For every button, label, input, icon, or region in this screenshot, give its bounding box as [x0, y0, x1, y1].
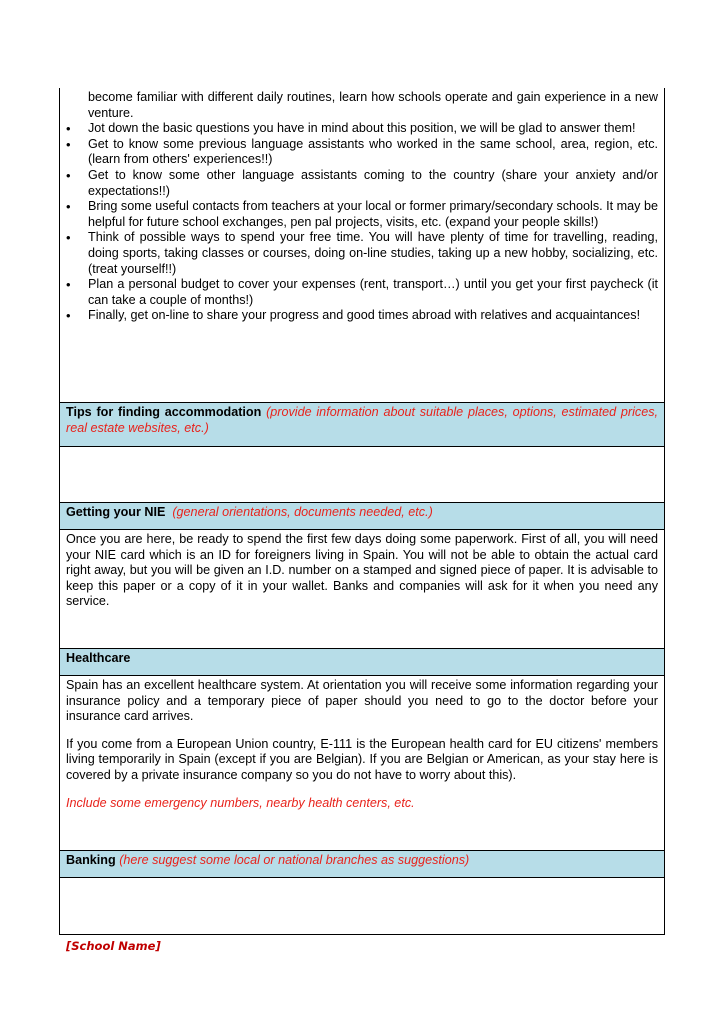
school-name-footer: [School Name] [66, 939, 161, 953]
nie-body [60, 529, 664, 649]
bullet-continuation: become familiar with different daily routines, learn how schools operate and gain experience in a new venture. [88, 90, 658, 120]
banking-body [60, 877, 664, 934]
bullet-icon: • [66, 121, 71, 137]
accommodation-title: Tips for finding accommodation [66, 405, 262, 419]
healthcare-title: Healthcare [66, 651, 131, 665]
healthcare-paragraph-1: Spain has an excellent healthcare system. At orientation you will receive some information regarding your insurance policy and a temporary piece of paper should you need to go to the doctor before your insurance card arrives. [66, 678, 658, 724]
banking-note: (here suggest some local or national branches as suggestions) [119, 853, 470, 867]
list-item: • Jot down the basic questions you have in mind about this position, we will be glad to answer them! [66, 121, 636, 137]
healthcare-header [60, 648, 664, 676]
list-item: • Get to know some other language assistants coming to the country (share your anxiety and/or expectations!!) [66, 167, 658, 198]
banking-header [60, 850, 664, 878]
bullet-icon: • [66, 167, 71, 183]
healthcare-body [60, 675, 664, 851]
healthcare-note: Include some emergency numbers, nearby health centers, etc. [66, 795, 415, 810]
bullet-list [60, 121, 664, 324]
bullet-icon: • [66, 277, 71, 293]
banking-title: Banking [66, 853, 116, 867]
accommodation-body [60, 446, 664, 503]
list-item: • Think of possible ways to spend your free time. You will have plenty of time for travelling, reading, doing sports, taking classes or courses, doing on-line studies, taking up a new hobby, socializing, etc. (treat yourself!!) [66, 230, 658, 276]
list-item: • Plan a personal budget to cover your expenses (rent, transport…) until you get your first paycheck (it can take a couple of months!) [66, 277, 658, 307]
list-item: • Bring some useful contacts from teachers at your local or former primary/secondary schools. It may be helpful for future school exchanges, pen pal projects, visits, etc. (expand your people skills!) [66, 199, 658, 229]
bullet-icon: • [66, 230, 71, 246]
list-item: • Finally, get on-line to share your progress and good times abroad with relatives and acquaintances! [66, 308, 641, 324]
bullet-icon: • [66, 199, 71, 215]
bullet-icon: • [66, 308, 71, 324]
healthcare-paragraph-2: If you come from a European Union country, E-111 is the European health card for EU citizens' members living temporarily in Spain (except if you are Belgian). If you are Belgian or American, as your stay here is covered by a private insurance company so you do not have to worry about this). [66, 736, 658, 782]
nie-title: Getting your NIE [66, 505, 166, 519]
nie-paragraph: Once you are here, be ready to spend the first few days doing some paperwork. First of all, you will need your NIE card which is an ID for foreigners living in Spain. You will not be able to obtain the actual card right away, but you will be given an I.D. number on a stamped and signed piece of paper. It is advisable to keep this paper or a copy of it in your wallet. Banks and companies will ask for it when you need any service. [66, 532, 658, 609]
preparation-bullets-section [60, 88, 664, 403]
nie-header [60, 502, 664, 530]
list-item: • Get to know some previous language assistants who worked in the same school, area, region, etc. (learn from others' experiences!!) [66, 136, 658, 167]
document-table [59, 88, 665, 935]
accommodation-header [60, 402, 664, 447]
accommodation-note: (provide information about suitable places, options, estimated prices, real estate websites, etc.) [66, 405, 658, 435]
bullet-icon: • [66, 136, 71, 152]
nie-note: (general orientations, documents needed, etc.) [172, 505, 433, 519]
